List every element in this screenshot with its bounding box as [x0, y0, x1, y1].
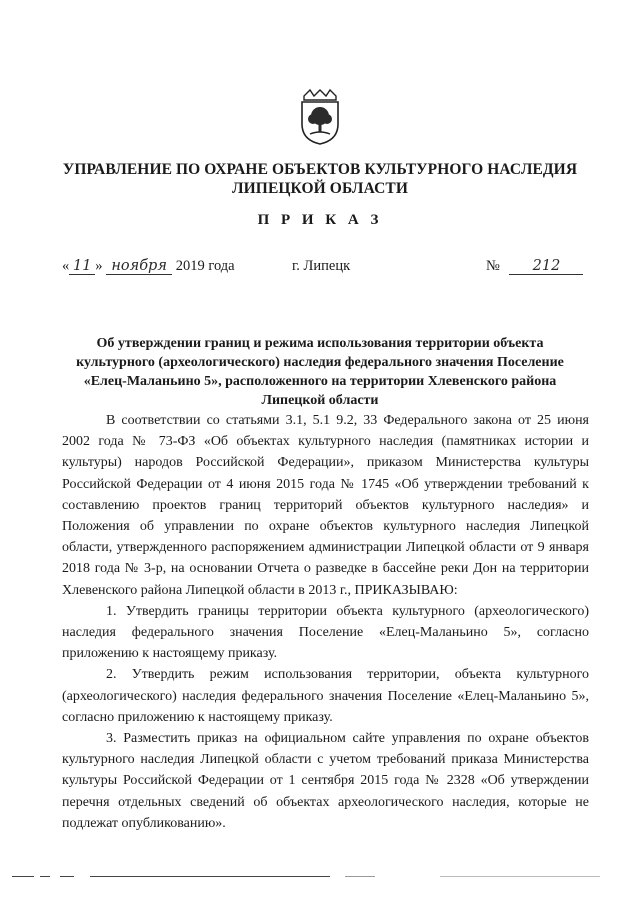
- clause-1: 1. Утвердить границы территории объекта культурного (археологического) наследия федерального значения Поселение «Елец-Маланьино 5», согласно приложению к настоящему приказу.: [62, 603, 589, 662]
- authority-line-2: ЛИПЕЦКОЙ ОБЛАСТИ: [232, 180, 408, 197]
- date-open-quote: «: [62, 258, 70, 274]
- authority-line-1: УПРАВЛЕНИЕ ПО ОХРАНЕ ОБЪЕКТОВ КУЛЬТУРНОГО НАСЛЕДИЯ: [62, 161, 578, 178]
- order-city: г. Липецк: [292, 258, 351, 274]
- number-label: №: [486, 258, 500, 274]
- subject-line-2: культурного (археологического) наследия федерального значения Поселение: [76, 355, 564, 370]
- scan-edge-mark: [60, 876, 74, 877]
- clause-2: 2. Утвердить режим использования территории, объекта культурного (археологического) наследия федерального значения Поселение «Елец-Маланьино 5», согласно приложению к настоящему приказу.: [62, 667, 589, 725]
- lipetsk-coat-of-arms-icon: [298, 88, 342, 146]
- document-type: П Р И К А З: [257, 212, 383, 228]
- order-subject: [60, 334, 580, 410]
- scan-edge-mark: [440, 876, 600, 877]
- subject-line-1: Об утверждении границ и режима использования территории объекта: [96, 336, 544, 351]
- scan-edge-mark: [345, 876, 375, 877]
- order-body: [62, 410, 589, 834]
- subject-line-3: «Елец-Маланьино 5», расположенного на территории Хлевенского района: [83, 374, 557, 389]
- number-value: 212: [509, 258, 583, 275]
- date-year: 2019 года: [175, 258, 235, 274]
- issuing-authority: [40, 160, 600, 198]
- date-day: 11: [69, 258, 95, 275]
- preamble-paragraph: В соответствии со статьями 3.1, 5.1 9.2, 33 Федерального закона от 25 июня 2002 года № 73-ФЗ «Об объектах культурного наследия (памятниках истории и культуры) народов Российской Федерации», приказом Министерства культуры Российской Федерации от 4 июня 2015 года № 1745 «Об утверждении требований к составлению проектов границ территорий объектов культурного наследия» и Положения об управлении по охране объектов культурного наследия Липецкой области, утвержденного распоряжением администрации Липецкой области от 9 января 2018 года № 3-р, на основании Отчета о разведке в бассейне реки Дон на территории Хлевенского района Липецкой области в 2013 г., ПРИКАЗЫВАЮ:: [62, 413, 589, 598]
- order-date: [62, 258, 235, 275]
- scan-edge-mark: [12, 876, 34, 877]
- scan-edge-mark: [40, 876, 50, 877]
- footer-rule: [90, 876, 330, 877]
- date-month: ноября: [106, 258, 172, 275]
- order-number: [486, 258, 583, 275]
- subject-line-4: Липецкой области: [261, 393, 379, 408]
- date-close-quote: »: [95, 258, 103, 274]
- clause-3: 3. Разместить приказ на официальном сайте управления по охране объектов культурного наследия Липецкой области с учетом требований приказа Министерства культуры Российской Федерации от 1 сентября 2015 года № 2328 «Об утверждении перечня отдельных сведений об объектах археологического наследия, которые не подлежат опубликованию».: [62, 731, 589, 831]
